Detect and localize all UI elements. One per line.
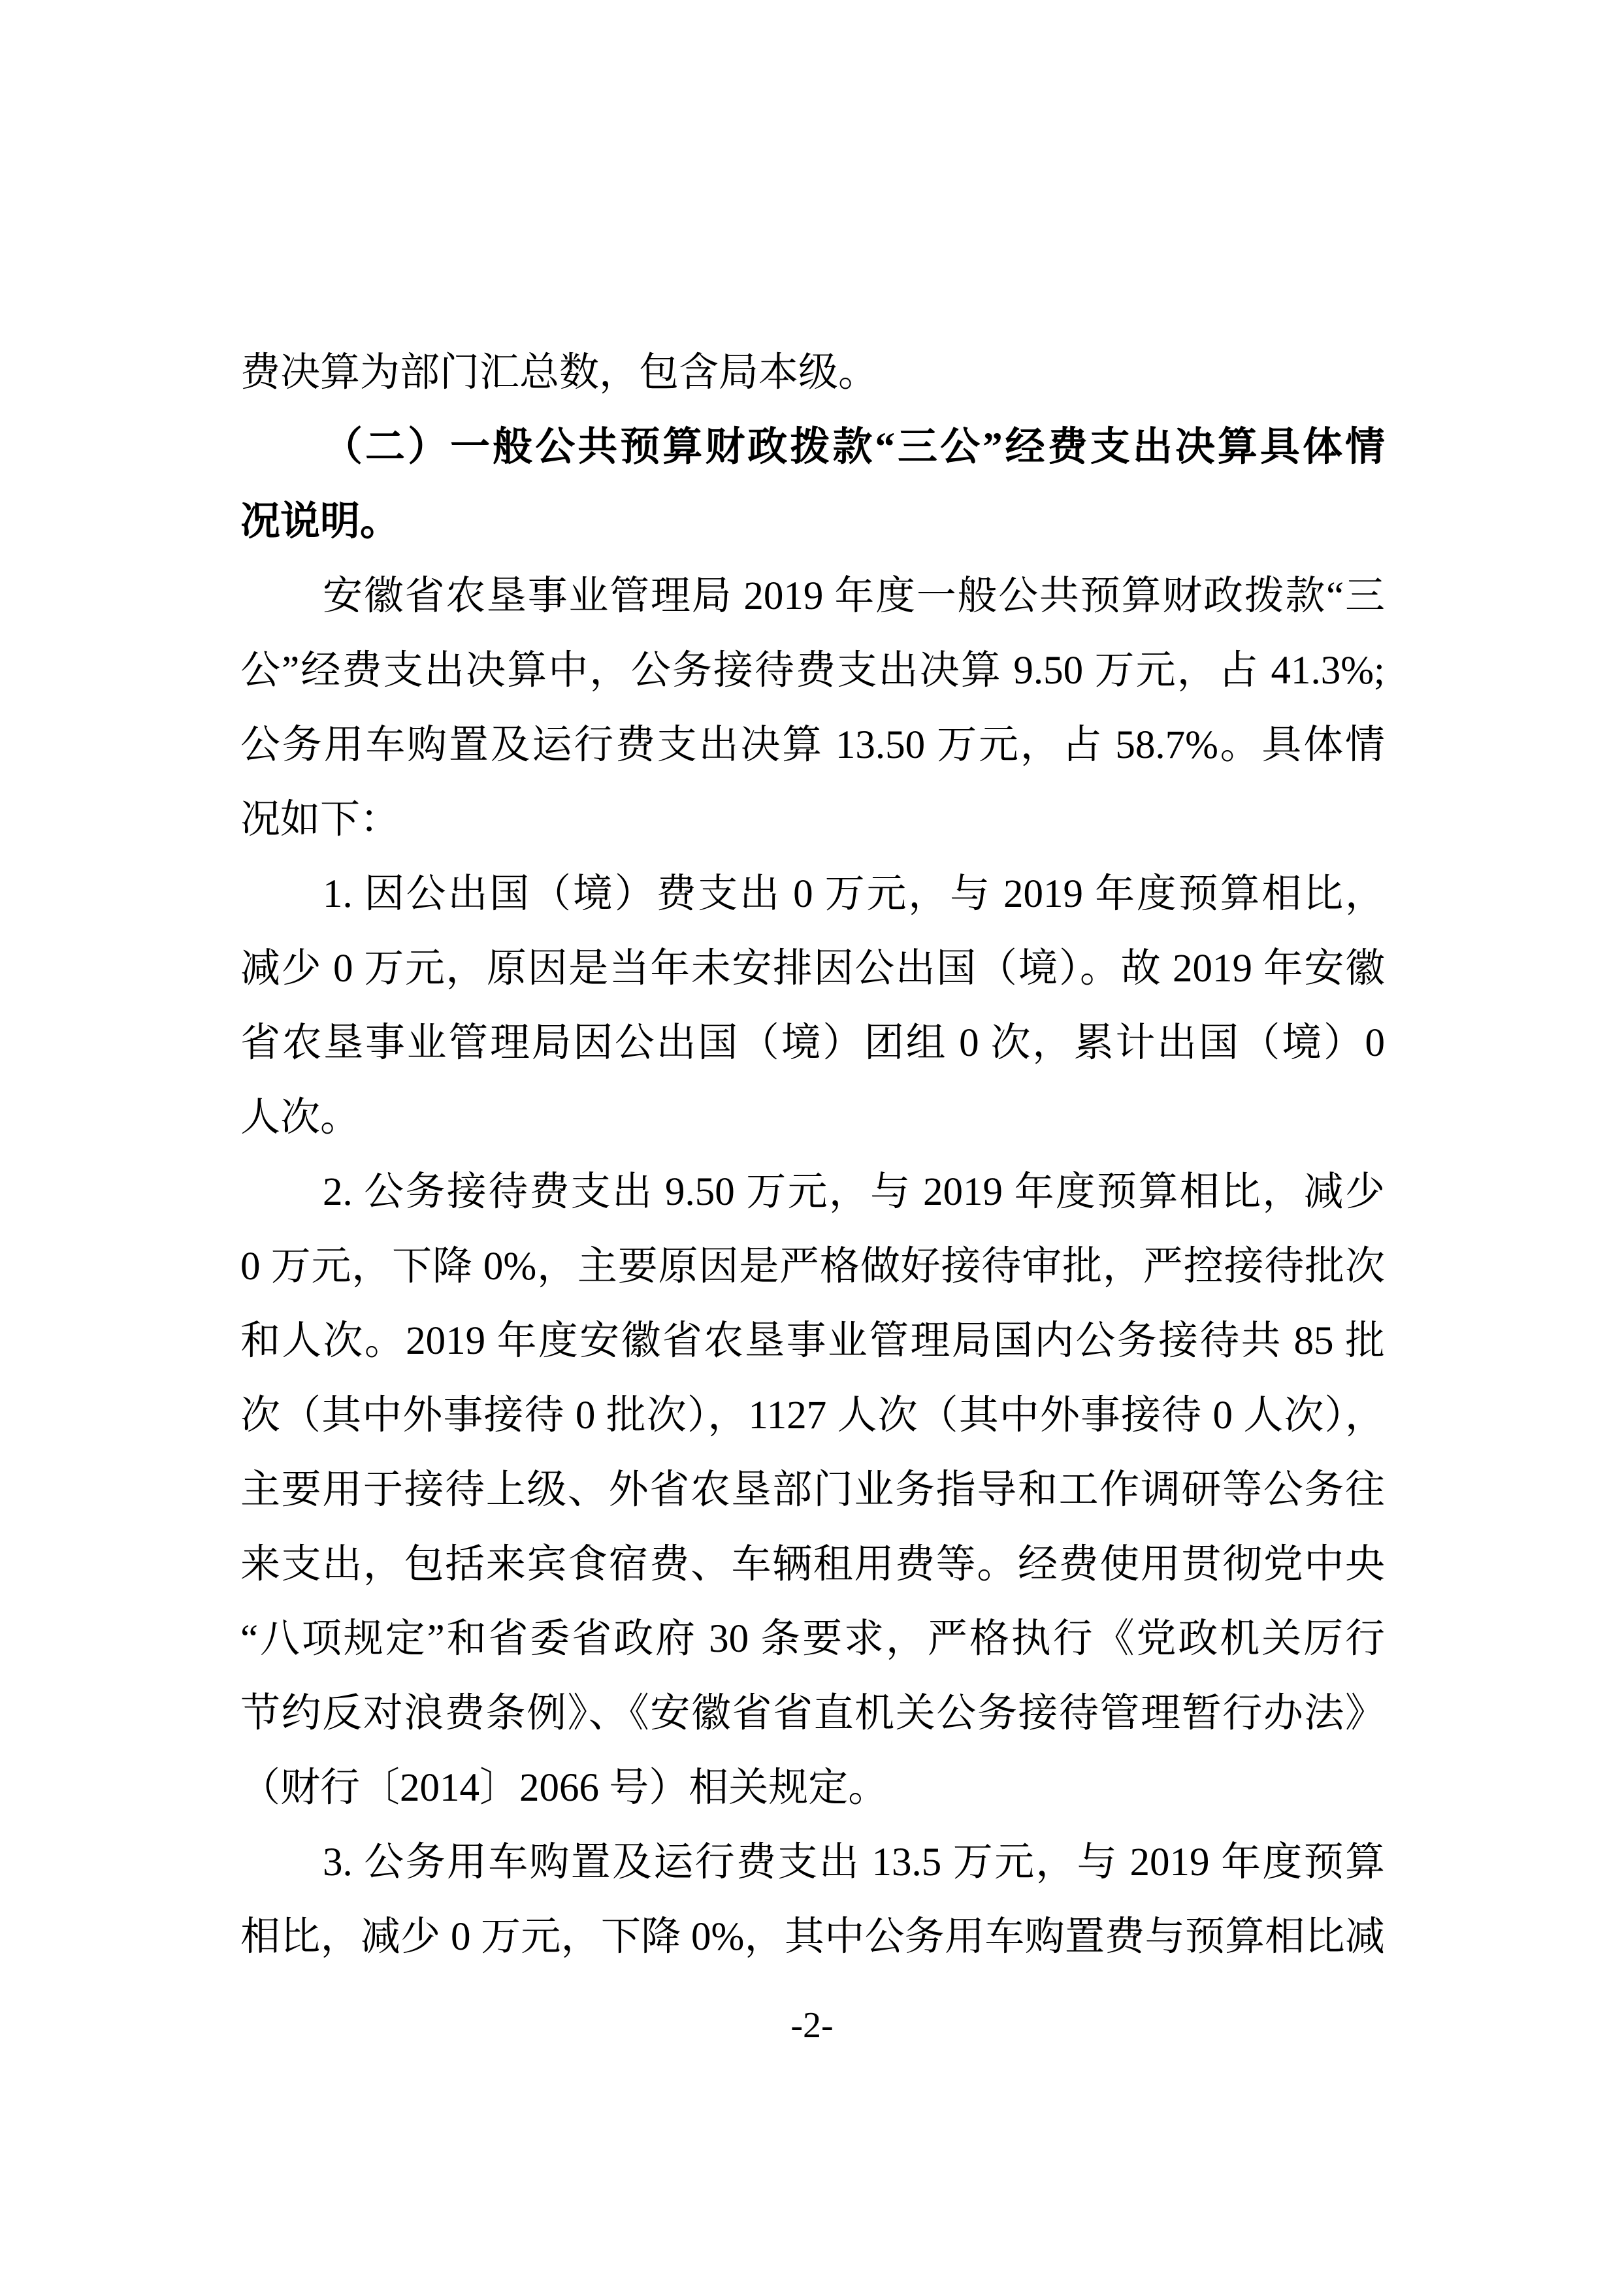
text-line: 公务用车购置及运行费支出决算 13.50 万元，占 58.7%。具体情 <box>240 723 1385 767</box>
text-line: 次（其中外事接待 0 批次），1127 人次（其中外事接待 0 人次）， <box>240 1394 1385 1437</box>
text-line: 节约反对浪费条例》、《安徽省省直机关公务接待管理暂行办法》 <box>240 1692 1385 1735</box>
text-line: 费决算为部门汇总数，包含局本级。 <box>240 351 879 395</box>
section-heading-line: 况说明。 <box>240 500 400 544</box>
document-body <box>240 336 1385 1974</box>
page-number: -2- <box>790 2005 834 2046</box>
text-line: “八项规定”和省委省政府 30 条要求，严格执行《党政机关厉行 <box>240 1617 1385 1661</box>
text-line: 1. 因公出国（境）费支出 0 万元，与 2019 年度预算相比， <box>323 872 1385 916</box>
text-line: 来支出，包括来宾食宿费、车辆租用费等。经费使用贯彻党中央 <box>240 1543 1385 1586</box>
text-line: 省农垦事业管理局因公出国（境）团组 0 次，累计出国（境）0 <box>240 1021 1385 1065</box>
text-line: 0 万元，下降 0%，主要原因是严格做好接待审批，严控接待批次 <box>240 1245 1385 1288</box>
text-line: 主要用于接待上级、外省农垦部门业务指导和工作调研等公务往 <box>240 1468 1385 1512</box>
section-heading-line: （二）一般公共预算财政拨款“三公”经费支出决算具体情 <box>323 425 1385 469</box>
text-line: （财行〔2014〕2066 号）相关规定。 <box>240 1766 888 1810</box>
text-line: 2. 公务接待费支出 9.50 万元，与 2019 年度预算相比，减少 <box>323 1170 1385 1214</box>
text-line: 3. 公务用车购置及运行费支出 13.5 万元，与 2019 年度预算 <box>323 1841 1385 1884</box>
text-line: 人次。 <box>240 1096 361 1139</box>
text-line: 安徽省农垦事业管理局 2019 年度一般公共预算财政拨款“三 <box>323 574 1385 618</box>
text-line: 况如下： <box>240 798 400 842</box>
text-line: 相比，减少 0 万元，下降 0%，其中公务用车购置费与预算相比减 <box>240 1915 1385 1959</box>
text-line: 减少 0 万元，原因是当年未安排因公出国（境）。故 2019 年安徽 <box>240 947 1385 991</box>
text-line: 公”经费支出决算中，公务接待费支出决算 9.50 万元，占 41.3%; <box>240 649 1385 693</box>
text-line: 和人次。2019 年度安徽省农垦事业管理局国内公务接待共 85 批 <box>240 1319 1385 1363</box>
